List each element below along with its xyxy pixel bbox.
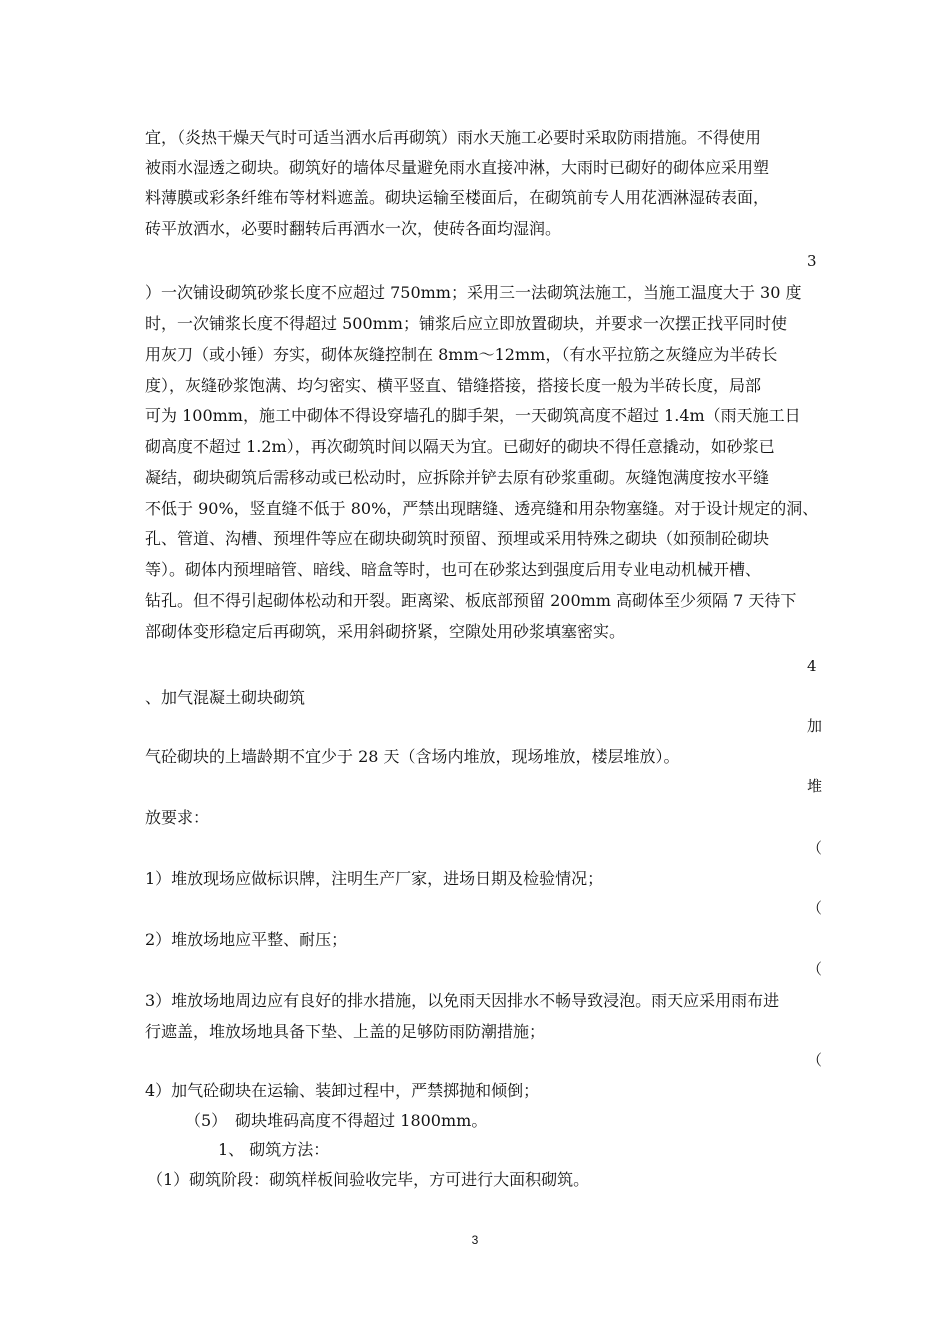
paragraph-2-line-12: 部砌体变形稳定后再砌筑，采用斜砌挤紧，空隙处用砂浆填塞密实。 — [145, 622, 626, 641]
storage-requirements-heading: 放要求： — [145, 808, 210, 827]
paragraph-2-line-1: ）一次铺设砌筑砂浆长度不应超过 750mm；采用三一法砌筑法施工，当施工温度大于 30 度 — [145, 283, 802, 302]
paragraph-1-line-3: 料薄膜或彩条纤维布等材料遮盖。砌块运输至楼面后，在砌筑前专人用花洒淋湿砖表面， — [145, 188, 770, 207]
margin-char-jia: 加 — [807, 717, 823, 735]
paragraph-2-line-10: 等）。砌体内预埋暗管、暗线、暗盒等时，也可在砂浆达到强度后用专业电动机械开槽、 — [145, 560, 762, 579]
section-heading: 、加气混凝土砌块砌筑 — [145, 688, 306, 707]
storage-item-4: 4）加气砼砌块在运输、装卸过程中，严禁掷抛和倾倒； — [145, 1081, 540, 1100]
storage-item-2: 2）堆放场地应平整、耐压； — [145, 930, 348, 949]
paragraph-2-line-2: 时，一次铺浆长度不得超过 500mm；铺浆后应立即放置砌块，并要求一次摆正找平同时使 — [145, 314, 787, 333]
paragraph-2-line-3: 用灰刀（或小锤）夯实，砌体灰缝控制在 8mm～12mm，（有水平拉筋之灰缝应为半砖长 — [145, 345, 778, 364]
paragraph-1-line-2: 被雨水湿透之砌块。砌筑好的墙体尽量避免雨水直接冲淋，大雨时已砌好的砌体应采用塑 — [145, 158, 770, 177]
section-number-3: 3 — [807, 252, 817, 270]
paragraph-2-line-8: 不低于 90%，竖直缝不低于 80%，严禁出现瞎缝、透亮缝和用杂物塞缝。对于设计规定的洞、 — [145, 499, 819, 518]
margin-paren-4: （ — [807, 1051, 823, 1069]
method-step-1: （1）砌筑阶段：砌筑样板间验收完毕，方可进行大面积砌筑。 — [147, 1170, 590, 1189]
storage-item-5: （5） 砌块堆码高度不得超过 1800mm。 — [185, 1111, 488, 1130]
margin-paren-2: （ — [807, 899, 823, 917]
method-heading: 1、 砌筑方法： — [218, 1140, 330, 1159]
storage-item-3-line-1: 3）堆放场地周边应有良好的排水措施，以免雨天因排水不畅导致浸泡。雨天应采用雨布进 — [145, 991, 780, 1010]
margin-char-dui: 堆 — [807, 777, 823, 795]
storage-item-3-line-2: 行遮盖，堆放场地具备下垫、上盖的足够防雨防潮措施； — [145, 1022, 546, 1041]
paragraph-2-line-7: 凝结，砌块砌筑后需移动或已松动时，应拆除并铲去原有砂浆重砌。灰缝饱满度按水平缝 — [145, 468, 770, 487]
margin-paren-1: （ — [807, 839, 823, 857]
paragraph-2-line-5: 可为 100mm，施工中砌体不得设穿墙孔的脚手架，一天砌筑高度不超过 1.4m（雨天施工日 — [145, 406, 801, 425]
page-number: 3 — [471, 1233, 479, 1247]
storage-item-1: 1）堆放现场应做标识牌，注明生产厂家，进场日期及检验情况； — [145, 869, 604, 888]
paragraph-1-line-1: 宜，（炎热干燥天气时可适当洒水后再砌筑）雨水天施工必要时采取防雨措施。不得使用 — [145, 128, 762, 147]
paragraph-2-line-4: 度），灰缝砂浆饱满、均匀密实、横平竖直、错缝搭接，搭接长度一般为半砖长度，局部 — [145, 376, 762, 395]
paragraph-1-line-4: 砖平放洒水，必要时翻转后再洒水一次，使砖各面均湿润。 — [145, 219, 562, 238]
section-number-4: 4 — [807, 657, 817, 675]
age-requirement-line: 气砼砌块的上墙龄期不宜少于 28 天（含场内堆放，现场堆放，楼层堆放）。 — [145, 747, 680, 766]
margin-paren-3: （ — [807, 960, 823, 978]
paragraph-2-line-9: 孔、管道、沟槽、预埋件等应在砌块砌筑时预留、预埋或采用特殊之砌块（如预制砼砌块 — [145, 529, 770, 548]
paragraph-2-line-6: 砌高度不超过 1.2m），再次砌筑时间以隔天为宜。已砌好的砌块不得任意撬动，如砂浆已 — [145, 437, 775, 456]
paragraph-2-line-11: 钻孔。但不得引起砌体松动和开裂。距离梁、板底部预留 200mm 高砌体至少须隔 7 天待下 — [145, 591, 797, 610]
